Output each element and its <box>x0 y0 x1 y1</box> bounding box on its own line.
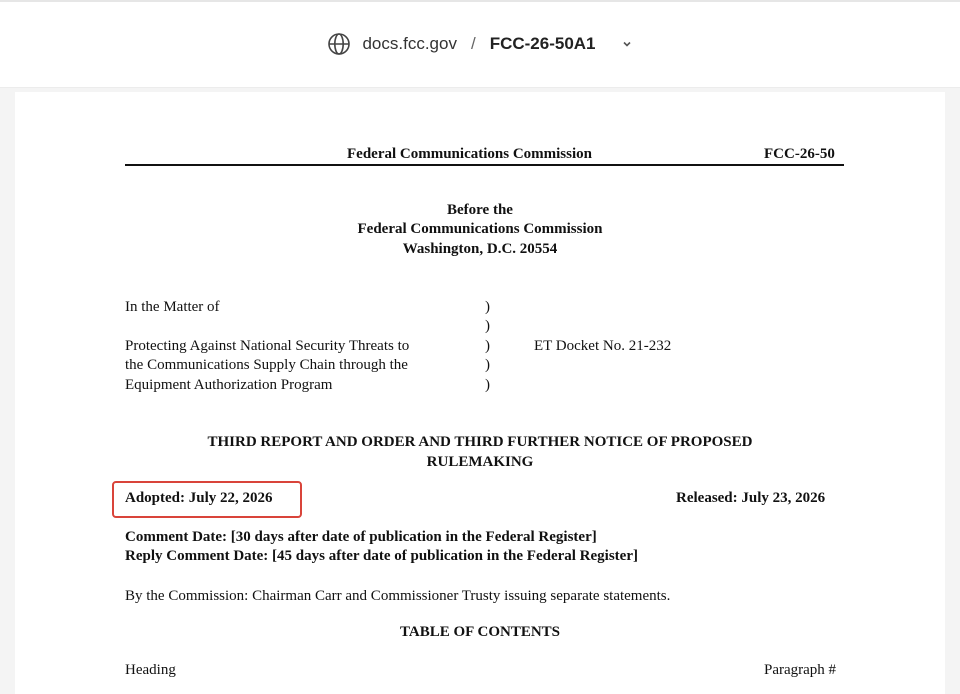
caption-paren: ) <box>485 299 490 315</box>
toc-paragraph-column: Paragraph # <box>764 662 837 678</box>
running-header-left: Federal Communications Commission <box>347 146 592 162</box>
document-title-line-1: THIRD REPORT AND ORDER AND THIRD FURTHER NOTICE OF PROPOSED <box>207 434 753 450</box>
running-header-right: FCC-26-50 <box>764 146 835 162</box>
document-title-line-2: RULEMAKING <box>426 454 534 470</box>
document-id[interactable]: FCC-26-50A1 <box>489 34 596 53</box>
caption-paren: ) <box>485 357 490 373</box>
caption-paren: ) <box>485 338 490 354</box>
before-line-1: Before the <box>447 202 513 218</box>
header-rule <box>125 164 844 166</box>
released-date: Released: July 23, 2026 <box>676 490 826 506</box>
comment-date: Comment Date: [30 days after date of publication in the Federal Register] <box>125 529 597 545</box>
reply-comment-date: Reply Comment Date: [45 days after date of publication in the Federal Register] <box>125 548 638 564</box>
toc-heading-column: Heading <box>125 662 176 678</box>
chevron-down-icon[interactable] <box>620 37 634 51</box>
globe-icon <box>326 31 352 57</box>
docket-number: ET Docket No. 21-232 <box>534 338 672 354</box>
caption-paren: ) <box>485 377 490 393</box>
caption-subject-1: Protecting Against National Security Threats to <box>125 338 410 354</box>
caption-paren: ) <box>485 318 490 334</box>
adopted-date: Adopted: July 22, 2026 <box>125 490 273 506</box>
url-separator: / <box>470 34 476 53</box>
before-line-2: Federal Communications Commission <box>357 221 603 237</box>
byline: By the Commission: Chairman Carr and Commissioner Trusty issuing separate statements. <box>125 588 671 604</box>
caption-subject-2: the Communications Supply Chain through the <box>125 357 408 373</box>
url-display[interactable] <box>0 0 960 88</box>
toc-title: TABLE OF CONTENTS <box>399 624 561 640</box>
caption-matter: In the Matter of <box>125 299 220 315</box>
caption-subject-3: Equipment Authorization Program <box>125 377 333 393</box>
url-domain[interactable]: docs.fcc.gov <box>362 34 457 53</box>
before-line-3: Washington, D.C. 20554 <box>402 241 558 257</box>
